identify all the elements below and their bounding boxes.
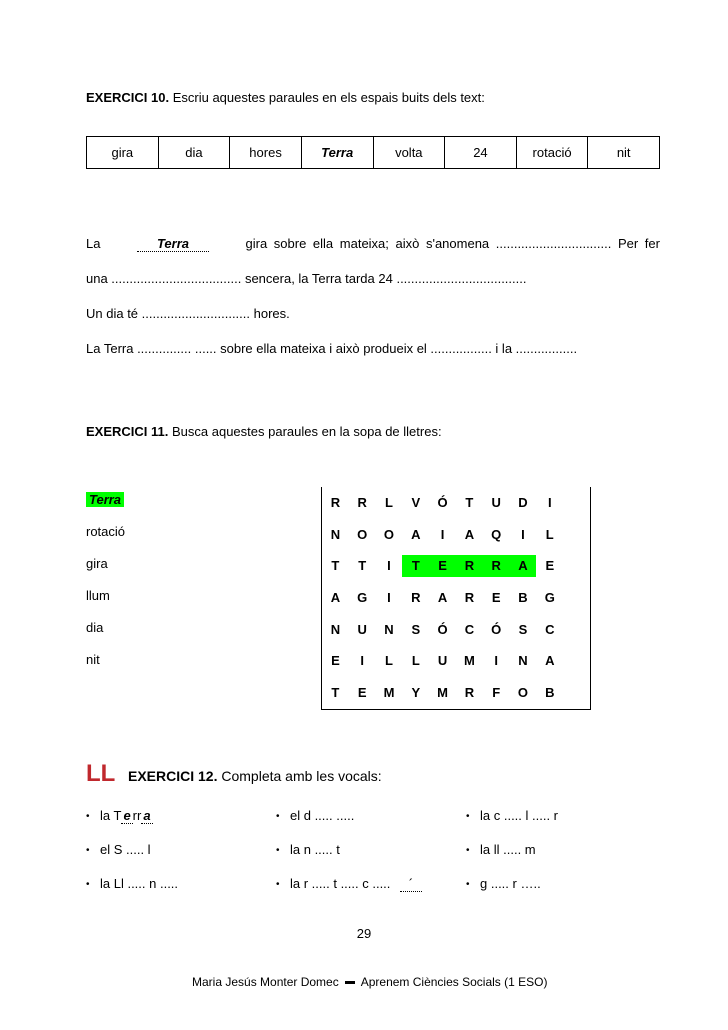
grid-row bbox=[322, 519, 590, 551]
ex10-label: EXERCICI 10. bbox=[86, 90, 170, 105]
grid-letter: Q bbox=[491, 526, 502, 542]
word-list-item: Terra bbox=[86, 492, 124, 507]
word-bank-item: gira bbox=[87, 137, 159, 168]
grid-letter: A bbox=[545, 653, 555, 669]
grid-letter: Ó bbox=[491, 621, 502, 637]
footer-separator bbox=[345, 981, 355, 984]
bullet-icon: • bbox=[276, 845, 280, 857]
grid-letter: S bbox=[411, 621, 421, 637]
grid-letter: I bbox=[547, 495, 552, 511]
ex12-item bbox=[276, 876, 422, 892]
ex10-text-line-4: La Terra ............... ...... sobre ella mateixa i això produeix el ................. i la ................. bbox=[86, 341, 578, 356]
grid-letter: U bbox=[491, 495, 501, 511]
word-search-grid bbox=[321, 487, 591, 710]
grid-letter: V bbox=[411, 495, 421, 511]
grid-letter: R bbox=[464, 684, 475, 700]
grid-letter: F bbox=[492, 684, 501, 700]
ex12-filled-vowel: a bbox=[143, 808, 151, 823]
grid-letter: B bbox=[545, 684, 555, 700]
grid-letter: I bbox=[387, 590, 391, 606]
ll-logo-icon bbox=[86, 760, 118, 784]
ex12-instruction: Completa amb les vocals: bbox=[221, 768, 382, 784]
ex12-item-text: la n ..... t bbox=[290, 842, 340, 857]
grid-letter: R bbox=[357, 495, 367, 511]
ex12-item bbox=[276, 808, 354, 823]
grid-letter: R bbox=[411, 590, 421, 606]
grid-letter: L bbox=[385, 653, 393, 669]
grid-letter: E bbox=[545, 558, 555, 574]
grid-letter: C bbox=[545, 621, 555, 637]
word-bank-item: Terra bbox=[302, 137, 374, 168]
grid-letter: R bbox=[464, 590, 475, 606]
word-bank-item: dia bbox=[159, 137, 231, 168]
grid-letter: A bbox=[411, 526, 421, 542]
bullet-icon: • bbox=[466, 811, 470, 823]
grid-letter: L bbox=[411, 653, 420, 669]
ex10-filled-blank: Terra bbox=[137, 236, 209, 252]
grid-letter: N bbox=[518, 653, 528, 669]
word-list-item: dia bbox=[86, 620, 104, 635]
word-list-item: rotació bbox=[86, 524, 126, 539]
word-bank-item: volta bbox=[374, 137, 446, 168]
ex12-item bbox=[466, 842, 536, 857]
grid-letter: T bbox=[358, 558, 367, 574]
ex12-item-text: la c ..... l ..... r bbox=[480, 808, 559, 823]
bullet-icon: • bbox=[276, 811, 280, 823]
grid-letter: O bbox=[383, 526, 395, 542]
grid-letter: L bbox=[385, 495, 393, 511]
ex12-item-text: la T bbox=[100, 808, 122, 823]
grid-letter: T bbox=[465, 495, 474, 511]
ex12-item bbox=[466, 808, 558, 823]
bullet-icon: • bbox=[466, 879, 470, 891]
ex12-accent-blank: ´ bbox=[400, 876, 422, 892]
word-bank-item: hores bbox=[230, 137, 302, 168]
ex12-filled-vowel: e bbox=[123, 808, 131, 823]
grid-row bbox=[322, 582, 590, 614]
word-bank-item: rotació bbox=[517, 137, 589, 168]
grid-letter: N bbox=[330, 526, 341, 542]
grid-letter: U bbox=[437, 653, 448, 669]
ex12-item-text: rr bbox=[132, 808, 142, 823]
grid-letter-highlighted: R bbox=[483, 555, 510, 577]
grid-letter: M bbox=[463, 653, 475, 669]
grid-letter: T bbox=[331, 684, 340, 700]
word-bank-item: 24 bbox=[445, 137, 517, 168]
grid-letter: E bbox=[357, 684, 367, 700]
grid-letter: I bbox=[440, 526, 445, 542]
ex12-item bbox=[276, 842, 340, 857]
ex12-heading bbox=[128, 768, 382, 784]
grid-letter-highlighted: E bbox=[429, 555, 456, 577]
grid-letter: Ó bbox=[437, 495, 448, 511]
word-list-item: gira bbox=[86, 556, 108, 571]
grid-letter-highlighted: A bbox=[510, 555, 537, 577]
ex12-item-text: la r ..... t ..... c ..... bbox=[290, 876, 391, 891]
grid-letter-highlighted: R bbox=[456, 555, 483, 577]
bullet-icon: • bbox=[86, 811, 90, 823]
word-bank-item: nit bbox=[616, 145, 631, 160]
ex12-item-text: la ll ..... m bbox=[480, 842, 536, 857]
grid-letter: L bbox=[545, 526, 554, 542]
grid-letter: E bbox=[491, 590, 501, 606]
grid-row bbox=[322, 645, 590, 677]
grid-letter: A bbox=[330, 590, 341, 606]
ex12-item-text: el d ..... ..... bbox=[290, 808, 355, 823]
grid-letter: A bbox=[464, 526, 475, 542]
grid-letter: Y bbox=[411, 684, 421, 700]
grid-letter: I bbox=[521, 526, 525, 542]
grid-letter: M bbox=[437, 684, 448, 700]
ex10-line1-rest: gira sobre ella mateixa; això s'anomena ................................ Per fer bbox=[245, 236, 660, 251]
grid-letter: O bbox=[357, 526, 368, 542]
grid-row bbox=[322, 613, 590, 645]
grid-letter: I bbox=[387, 558, 391, 574]
ex12-item bbox=[86, 808, 153, 823]
grid-letter: G bbox=[357, 590, 368, 606]
bullet-icon: • bbox=[466, 845, 470, 857]
grid-letter: N bbox=[384, 621, 394, 637]
ex11-instruction: Busca aquestes paraules en la sopa de lletres: bbox=[172, 424, 442, 439]
ex11-heading bbox=[86, 424, 442, 439]
grid-row bbox=[322, 487, 590, 519]
footer-author: Maria Jesús Monter Domec bbox=[192, 975, 339, 989]
ex11-label: EXERCICI 11. bbox=[86, 424, 169, 439]
grid-letter: G bbox=[544, 590, 555, 606]
grid-letter: D bbox=[518, 495, 528, 511]
grid-letter: Ó bbox=[437, 621, 448, 637]
page-footer bbox=[192, 975, 547, 989]
ll-logo-text: LL bbox=[86, 760, 116, 784]
grid-letter: I bbox=[360, 653, 364, 669]
grid-letter: C bbox=[464, 621, 475, 637]
grid-letter: N bbox=[330, 621, 341, 637]
page-number: 29 bbox=[356, 926, 372, 941]
word-list-item: nit bbox=[86, 652, 100, 667]
grid-letter: E bbox=[331, 653, 340, 669]
grid-letter: S bbox=[518, 621, 528, 637]
ex12-item bbox=[86, 842, 151, 857]
word-bank bbox=[86, 136, 660, 169]
grid-letter: B bbox=[518, 590, 528, 606]
ex10-line1-start: La bbox=[86, 236, 101, 251]
ex12-item-text: el S ..... l bbox=[100, 842, 151, 857]
ex12-label: EXERCICI 12. bbox=[128, 768, 218, 784]
ex12-item bbox=[86, 876, 178, 891]
grid-letter: T bbox=[331, 558, 340, 574]
ex12-item bbox=[466, 876, 541, 891]
grid-letter: O bbox=[517, 684, 529, 700]
word-list-item: llum bbox=[86, 588, 110, 603]
bullet-icon: • bbox=[276, 879, 280, 891]
grid-letter-highlighted: T bbox=[402, 555, 429, 577]
ex12-item-text: la Ll ..... n ..... bbox=[100, 876, 179, 891]
grid-letter: I bbox=[494, 653, 498, 669]
ex10-text-line-3: Un dia té .............................. hores. bbox=[86, 306, 290, 321]
footer-book: Aprenem Ciències Socials (1 ESO) bbox=[360, 975, 548, 989]
ex10-instruction: Escriu aquestes paraules en els espais buits dels text: bbox=[172, 90, 485, 105]
ex10-heading bbox=[86, 90, 485, 105]
ex10-text-line-1 bbox=[86, 236, 660, 252]
ex10-text-line-2: una .................................... sencera, la Terra tarda 24 .................................... bbox=[86, 271, 527, 286]
ex12-item-text: g ..... r ….. bbox=[480, 876, 541, 891]
bullet-icon: • bbox=[86, 845, 90, 857]
grid-row bbox=[322, 550, 590, 582]
grid-letter: R bbox=[330, 495, 341, 511]
grid-letter: U bbox=[357, 621, 367, 637]
grid-letter: A bbox=[437, 590, 448, 606]
grid-row bbox=[322, 677, 590, 709]
grid-letter: M bbox=[383, 684, 395, 700]
bullet-icon: • bbox=[86, 879, 90, 891]
